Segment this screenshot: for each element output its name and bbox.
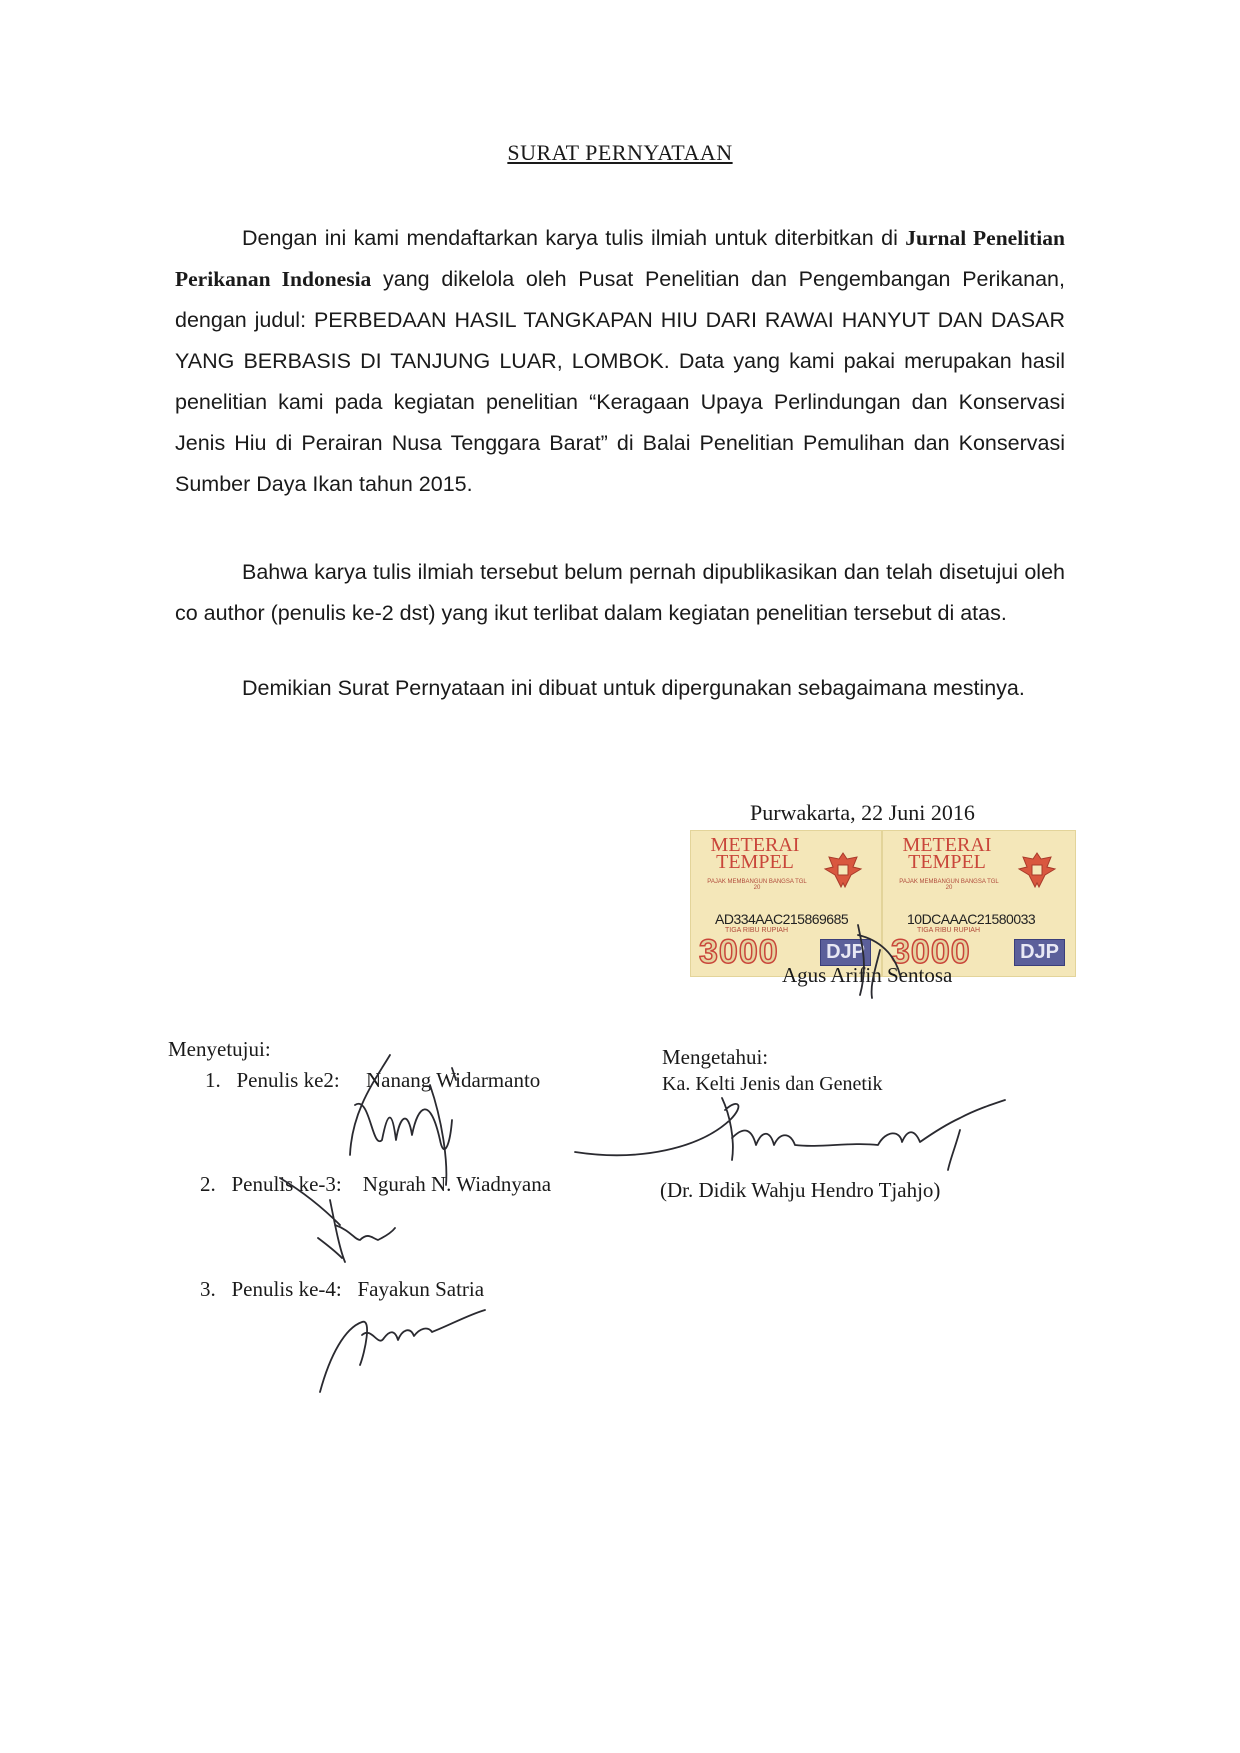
stamp-djp-label: DJP xyxy=(1014,939,1065,966)
stamp-amount: 3000 xyxy=(699,933,779,971)
stamp-serial: 10DCAAAC21580033 xyxy=(907,911,1036,927)
place-date: Purwakarta, 22 Juni 2016 xyxy=(750,800,975,825)
author-role: Penulis ke-4: xyxy=(231,1277,342,1301)
author-line xyxy=(200,1277,484,1302)
author-line xyxy=(200,1172,551,1197)
stamp-title: METERAI TEMPEL xyxy=(902,834,992,873)
author-number: 3. xyxy=(200,1277,216,1301)
revenue-stamp xyxy=(690,830,882,977)
author-name: Ngurah N. Wiadnyana xyxy=(362,1172,552,1196)
author-number: 1. xyxy=(205,1068,221,1092)
signature-acknowledge xyxy=(575,1098,1005,1170)
signature-author-3 xyxy=(320,1310,485,1392)
p1-intro: Dengan ini kami mendaftarkan karya tulis ilmiah untuk diterbitkan di xyxy=(242,226,898,250)
acknowledge-name: (Dr. Didik Wahju Hendro Tjahjo) xyxy=(660,1178,941,1202)
stamp-subtext: PAJAK MEMBANGUN BANGSA TGL 20 xyxy=(899,879,999,891)
paragraph-originality xyxy=(175,552,1065,634)
paragraph-closing xyxy=(175,668,1065,709)
journal-name: Jurnal Penelitian Perikanan Indonesia xyxy=(175,226,1065,291)
garuda-emblem-icon xyxy=(823,849,863,891)
acknowledge-label: Mengetahui: xyxy=(662,1045,769,1069)
garuda-emblem-icon xyxy=(1017,849,1057,891)
stamp-words: TIGA RIBU RUPIAH xyxy=(917,927,981,934)
author-role: Penulis ke2: xyxy=(236,1068,340,1092)
author-number: 2. xyxy=(200,1172,216,1196)
letter-title: SURAT PERNYATAAN xyxy=(507,140,733,165)
stamp-djp-label: DJP xyxy=(820,939,871,966)
paragraph-registration xyxy=(175,218,1065,505)
signer-name: Agus Arifin Sentosa xyxy=(782,963,953,987)
p2-text: Bahwa karya tulis ilmiah tersebut belum pernah dipublikasikan dan telah disetujui oleh co author (penulis ke-2 dst) yang ikut terlibat dalam kegiatan penelitian tersebut di atas. xyxy=(175,560,1065,625)
p3-text: Demikian Surat Pernyataan ini dibuat untuk dipergunakan sebagaimana mestinya. xyxy=(242,676,1025,700)
author-role: Penulis ke-3: xyxy=(231,1172,342,1196)
stamp-amount: 3000 xyxy=(891,933,971,971)
stamp-serial: AD334AAC215869685 xyxy=(715,911,849,927)
approval-label: Menyetujui: xyxy=(168,1037,271,1061)
stamp-title: METERAI TEMPEL xyxy=(710,834,800,873)
acknowledge-title: Ka. Kelti Jenis dan Genetik xyxy=(662,1073,883,1095)
p1-rest: yang dikelola oleh Pusat Penelitian dan Pengembangan Perikanan, dengan judul: PERBEDAAN HASIL TANGKAPAN HIU DARI RAWAI HANYUT DAN DASAR YANG BERBASIS DI TANJUNG LUAR, LOMBOK. Data yang kami pakai merupakan hasil penelitian kami pada kegiatan penelitian “Keragaan Upaya Perlindungan dan Konservasi Jenis Hiu di Perairan Nusa Tenggara Barat” di Balai Penelitian Pemulihan dan Konservasi Sumber Daya Ikan tahun 2015. xyxy=(175,267,1065,496)
author-name: Nanang Widarmanto xyxy=(366,1068,541,1092)
revenue-stamp xyxy=(882,830,1076,977)
stamp-subtext: PAJAK MEMBANGUN BANGSA TGL 20 xyxy=(707,879,807,891)
author-name: Fayakun Satria xyxy=(357,1277,485,1301)
stamp-words: TIGA RIBU RUPIAH xyxy=(725,927,789,934)
author-line xyxy=(205,1068,540,1093)
